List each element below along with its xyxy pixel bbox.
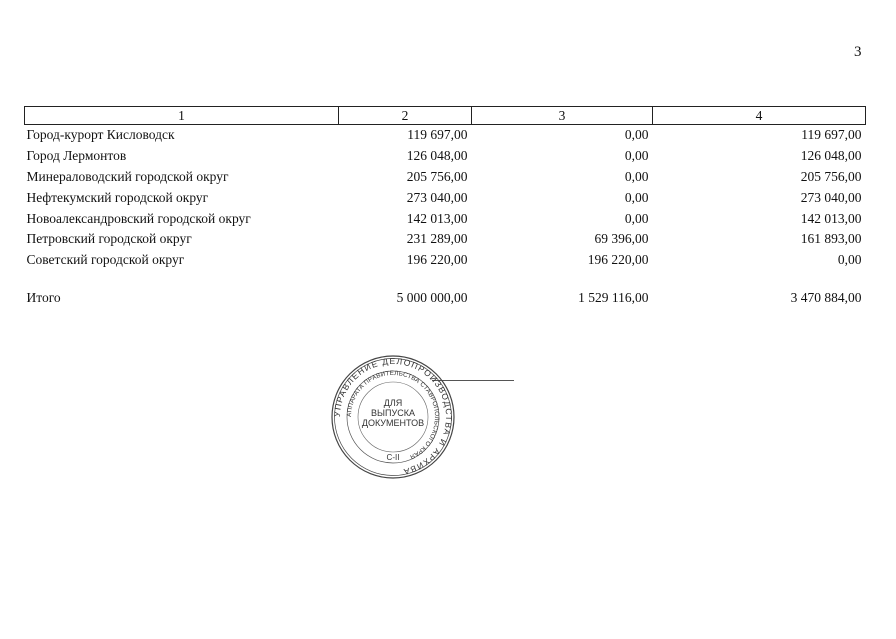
total-col3-cell: 1 529 116,00 [578, 289, 649, 305]
total-label: Итого [26, 289, 61, 305]
page-number: 3 [854, 44, 862, 60]
amount-total-cell: 273 040,00 [406, 189, 468, 205]
table-spacer-row [25, 271, 866, 288]
municipality-name: Нефтекумский городской округ [26, 189, 209, 205]
table-row [25, 167, 866, 188]
stamp-inner-ring-text: АППАРАТА ПРАВИТЕЛЬСТВА СТАВРОПОЛЬСКОГО КРАЯ [345, 369, 441, 461]
amount-col3-cell: 69 396,00 [594, 231, 649, 247]
amount-total-cell: 119 697,00 [407, 127, 468, 143]
budget-table [24, 106, 866, 308]
amount-col4-cell: 126 048,00 [800, 148, 862, 164]
amount-col4-cell: 119 697,00 [801, 127, 862, 143]
amount-col3-cell: 0,00 [624, 127, 649, 143]
column-header: 2 [339, 107, 472, 125]
amount-col3-cell: 0,00 [624, 168, 649, 184]
stamp-center-text [360, 398, 426, 428]
amount-total-cell: 126 048,00 [406, 148, 468, 164]
municipality-name: Город Лермонтов [26, 148, 127, 164]
table-row [25, 146, 866, 167]
stamp-center-line: ДЛЯ [383, 398, 403, 408]
municipality-name: Советский городской округ [26, 252, 185, 268]
amount-col3-cell: 0,00 [624, 148, 649, 164]
column-header: 1 [25, 107, 339, 125]
amount-col4-cell: 161 893,00 [800, 231, 862, 247]
amount-total-cell: 196 220,00 [406, 252, 468, 268]
stamp-code: С-II [386, 453, 400, 462]
amount-total-cell: 205 756,00 [406, 168, 468, 184]
stamp-center-line: ВЫПУСКА [371, 408, 415, 418]
amount-total-cell: 142 013,00 [406, 210, 468, 226]
municipality-name: Минераловодский городской округ [26, 168, 229, 184]
stamp-center-line: ДОКУМЕНТОВ [361, 418, 425, 428]
column-header: 4 [653, 107, 866, 125]
table-row [25, 229, 866, 250]
amount-col4-cell: 273 040,00 [800, 189, 862, 205]
total-col4-cell: 3 470 884,00 [790, 289, 862, 305]
municipality-name: Город-курорт Кисловодск [26, 127, 175, 143]
municipality-name: Петровский городской округ [26, 231, 192, 247]
amount-col3-cell: 0,00 [624, 189, 649, 205]
table-row [25, 187, 866, 208]
amount-col3-cell: 196 220,00 [587, 252, 649, 268]
amount-col4-cell: 0,00 [837, 252, 862, 268]
table-total-row [25, 288, 866, 309]
amount-col3-cell: 0,00 [624, 210, 649, 226]
table-row [25, 208, 866, 229]
amount-col4-cell: 142 013,00 [800, 210, 862, 226]
column-header: 3 [472, 107, 653, 125]
amount-total-cell: 231 289,00 [406, 231, 468, 247]
amount-col4-cell: 205 756,00 [800, 168, 862, 184]
municipality-name: Новоалександровский городской округ [26, 210, 251, 226]
table-row [25, 250, 866, 271]
total-amount-cell: 5 000 000,00 [396, 289, 468, 305]
stamp-outer-text: УПРАВЛЕНИЕ ДЕЛОПРОИЗВОДСТВА И АРХИВА [331, 355, 455, 478]
table-row [25, 125, 866, 146]
table-header-row [25, 107, 866, 125]
